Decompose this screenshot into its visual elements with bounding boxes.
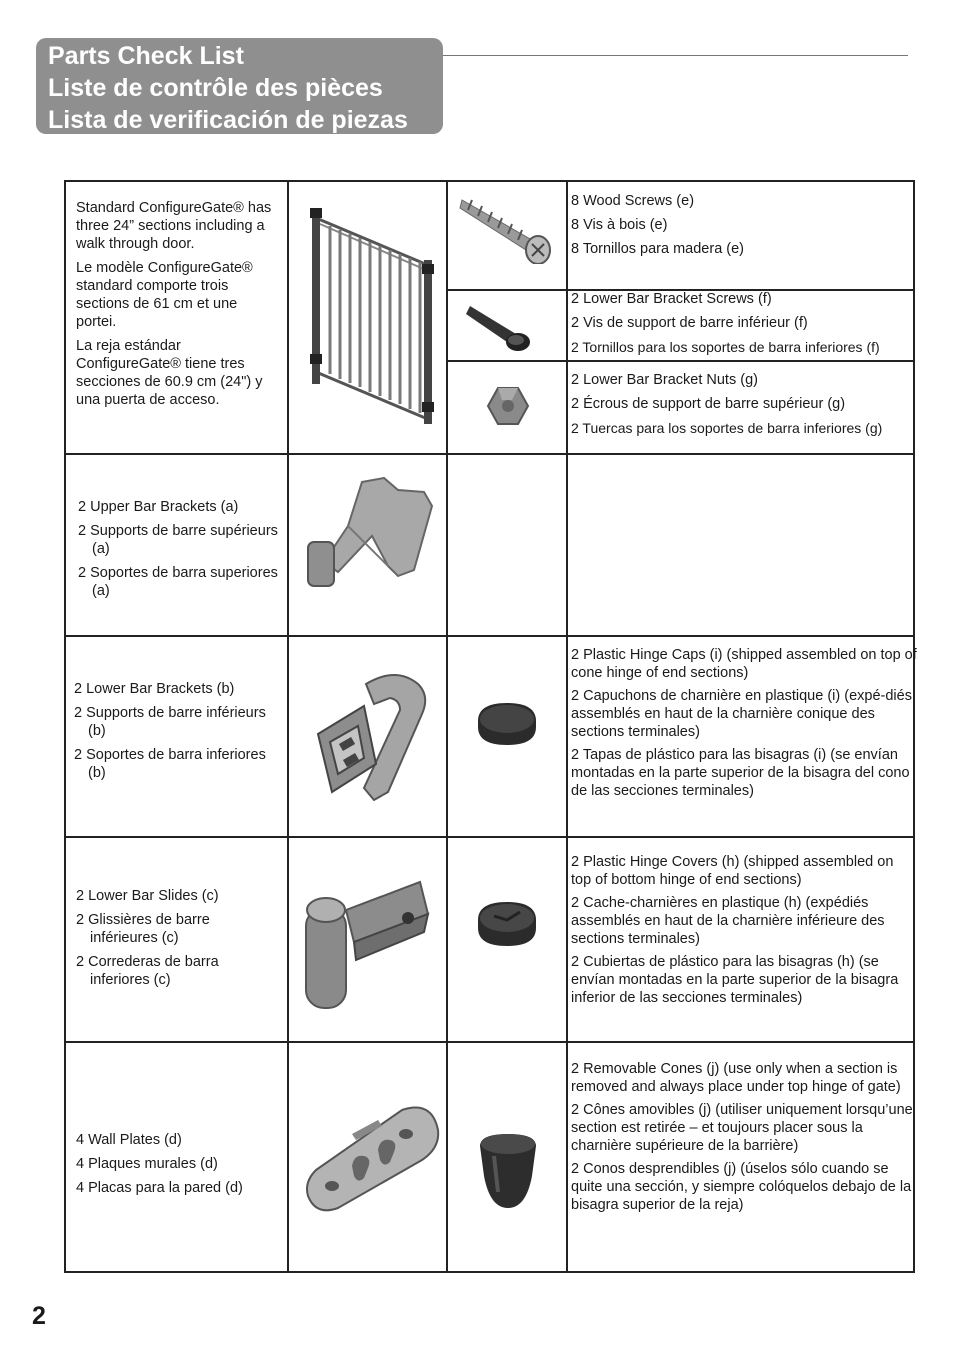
- gate-illustration: [306, 204, 438, 426]
- wall-plates-es: 4 Placas para la pared (d): [76, 1180, 243, 1196]
- title-spanish: Lista de verificación de piezas: [48, 106, 408, 134]
- row-divider: [66, 635, 915, 637]
- wall-plates-en: 4 Wall Plates (d): [76, 1132, 182, 1148]
- bar-slides-fr: 2 Glissières de barre inférieures (c): [76, 912, 210, 946]
- wood-screws-en: 8 Wood Screws (e): [571, 193, 695, 209]
- hinge-caps-en: 2 Plastic Hinge Caps (i) (shipped assembled on top of cone hinge of end sections): [571, 647, 917, 681]
- bar-slides-text: [76, 887, 281, 995]
- hex-nut-icon: [486, 384, 532, 430]
- removable-cones-fr: 2 Cônes amovibles (j) (utiliser uniquement lorsqu’une section est retirée – et toujours placer sous la charnière supérieure de la barrière): [571, 1102, 913, 1154]
- hinge-covers-es: 2 Cubiertas de plástico para las bisagras (h) (se envían montadas en la parte superior de la bisagra inferior de las secciones terminales): [571, 954, 899, 1006]
- upper-brackets-text: [78, 498, 283, 606]
- gate-text-es: La reja estándar ConfigureGate® tiene tres secciones de 60.9 cm (24") y una puerta de acceso.: [76, 338, 263, 408]
- bar-slides-en: 2 Lower Bar Slides (c): [76, 888, 219, 904]
- column-divider: [566, 182, 568, 1271]
- title-english: Parts Check List: [48, 42, 244, 70]
- removable-cones-es: 2 Conos desprendibles (j) (úselos sólo cuando se quite una sección, y siempre colóquelos debajo de la bisagra superior de la reja): [571, 1161, 912, 1213]
- lower-brackets-en: 2 Lower Bar Brackets (b): [74, 681, 235, 697]
- hinge-covers-en: 2 Plastic Hinge Covers (h) (shipped assembled on top of bottom hinge of end sections): [571, 854, 894, 888]
- parts-table: [64, 180, 915, 1273]
- bracket-nuts-fr: 2 Écrous de support de barre supérieur (g): [571, 396, 846, 412]
- page-number: 2: [32, 1302, 46, 1330]
- bracket-nuts-text: [571, 371, 916, 443]
- removable-cones-text: [571, 1060, 917, 1219]
- hinge-caps-fr: 2 Capuchons de charnière en plastique (i) (expé-diés assemblés en haut de la charnière conique des sections terminales): [571, 688, 912, 740]
- title-rule: [443, 55, 908, 56]
- lower-bracket-icon: [304, 670, 436, 808]
- bracket-nuts-es: 2 Tuercas para los soportes de barra inferiores (g): [571, 420, 883, 436]
- row-divider: [66, 1041, 915, 1043]
- column-divider: [287, 182, 289, 1271]
- hinge-covers-fr: 2 Cache-charnières en plastique (h) (expédiés assemblés en haut de la charnière inférieure des sections terminales): [571, 895, 885, 947]
- hinge-cap-icon: [474, 699, 540, 749]
- bracket-screws-text: [571, 290, 916, 362]
- hinge-caps-text: [571, 646, 917, 805]
- hinge-caps-es: 2 Tapas de plástico para las bisagras (i) (se envían montadas en la parte superior de la bisagra del cono de las secciones terminales): [571, 747, 910, 799]
- column-divider: [446, 182, 448, 1271]
- removable-cones-en: 2 Removable Cones (j) (use only when a section is removed and always place under top hinge of gate): [571, 1061, 901, 1095]
- wood-screws-text: [571, 192, 911, 264]
- row-divider: [66, 453, 915, 455]
- upper-brackets-en: 2 Upper Bar Brackets (a): [78, 499, 239, 515]
- wood-screw-icon: [458, 194, 558, 264]
- bar-slide-icon: [302, 880, 442, 1014]
- hinge-covers-text: [571, 853, 917, 1012]
- title-box: [36, 38, 443, 134]
- removable-cone-icon: [476, 1132, 540, 1212]
- upper-bracket-icon: [302, 476, 438, 588]
- wood-screws-fr: 8 Vis à bois (e): [571, 217, 668, 233]
- title-french: Liste de contrôle des pièces: [48, 74, 383, 102]
- gate-text-fr: Le modèle ConfigureGate® standard comporte trois sections de 61 cm et une portei.: [76, 260, 253, 330]
- upper-brackets-fr: 2 Supports de barre supérieurs (a): [78, 523, 278, 557]
- wood-screws-es: 8 Tornillos para madera (e): [571, 241, 745, 257]
- wall-plate-icon: [302, 1104, 442, 1214]
- bracket-screws-fr: 2 Vis de support de barre inférieur (f): [571, 315, 808, 331]
- wall-plates-fr: 4 Plaques murales (d): [76, 1156, 218, 1172]
- bracket-screws-es: 2 Tornillos para los soportes de barra inferiores (f): [571, 339, 880, 355]
- bracket-screws-en: 2 Lower Bar Bracket Screws (f): [571, 291, 772, 307]
- row-divider: [66, 836, 915, 838]
- bracket-nuts-en: 2 Lower Bar Bracket Nuts (g): [571, 372, 758, 388]
- upper-brackets-es: 2 Soportes de barra superiores (a): [78, 565, 278, 599]
- wall-plates-text: [76, 1131, 281, 1203]
- lower-brackets-es: 2 Soportes de barra inferiores (b): [74, 747, 266, 781]
- lower-brackets-text: [74, 680, 284, 788]
- lower-brackets-fr: 2 Supports de barre inférieurs (b): [74, 705, 266, 739]
- gate-description: [76, 199, 281, 415]
- gate-text-en: Standard ConfigureGate® has three 24” sections including a walk through door.: [76, 200, 272, 252]
- bracket-screw-icon: [466, 298, 546, 354]
- hinge-cover-icon: [474, 898, 540, 950]
- bar-slides-es: 2 Correderas de barra inferiores (c): [76, 954, 219, 988]
